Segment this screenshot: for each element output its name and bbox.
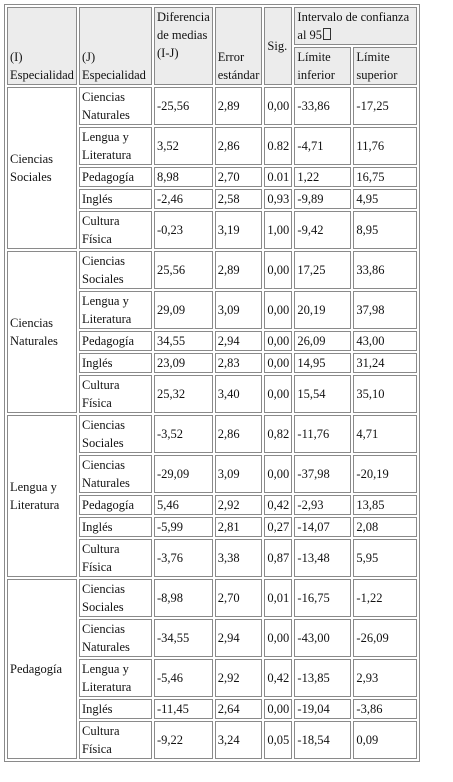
sig-cell: 0,00 [264,291,292,329]
group-label: Pedagogía [7,579,77,759]
lower-bound-cell: -18,54 [294,721,351,759]
group-label: Ciencias Sociales [7,87,77,249]
mean-diff-cell: -3,52 [154,415,213,453]
specialty-j-cell: Lengua y Literatura [79,127,152,165]
lower-bound-cell: 26,09 [294,331,351,351]
upper-bound-cell: -26,09 [353,619,417,657]
upper-bound-cell: 31,24 [353,353,417,373]
header-limite-inferior: Límite inferior [294,47,351,85]
specialty-j-cell: Lengua y Literatura [79,659,152,697]
header-error: Error estándar [215,7,263,85]
std-error-cell: 2,86 [215,127,263,165]
table-row [7,415,417,453]
lower-bound-cell: -4,71 [294,127,351,165]
sig-cell: 0,00 [264,353,292,373]
sig-cell: 0,87 [264,539,292,577]
upper-bound-cell: 33,86 [353,251,417,289]
std-error-cell: 2,89 [215,87,263,125]
std-error-cell: 3,38 [215,539,263,577]
specialty-j-cell: Inglés [79,517,152,537]
comparisons-table [4,4,420,762]
lower-bound-cell: 1,22 [294,167,351,187]
lower-bound-cell: 15,54 [294,375,351,413]
lower-bound-cell: -37,98 [294,455,351,493]
group-label: Ciencias Naturales [7,251,77,413]
mean-diff-cell: 25,56 [154,251,213,289]
mean-diff-cell: -29,09 [154,455,213,493]
sig-cell: 0,00 [264,455,292,493]
upper-bound-cell: 11,76 [353,127,417,165]
std-error-cell: 2,92 [215,659,263,697]
specialty-j-cell: Lengua y Literatura [79,291,152,329]
mean-diff-cell: -34,55 [154,619,213,657]
header-limite-superior: Límite superior [353,47,417,85]
sig-cell: 0,00 [264,251,292,289]
group-label: Lengua y Literatura [7,415,77,577]
mean-diff-cell: -11,45 [154,699,213,719]
specialty-j-cell: Ciencias Naturales [79,619,152,657]
sig-cell: 0,82 [264,415,292,453]
table-row [7,251,417,289]
specialty-j-cell: Inglés [79,353,152,373]
upper-bound-cell: 35,10 [353,375,417,413]
mean-diff-cell: 8,98 [154,167,213,187]
upper-bound-cell: 37,98 [353,291,417,329]
specialty-j-cell: Cultura Física [79,375,152,413]
std-error-cell: 2,94 [215,331,263,351]
sig-cell: 0.01 [264,167,292,187]
std-error-cell: 2,81 [215,517,263,537]
specialty-j-cell: Pedagogía [79,331,152,351]
std-error-cell: 3,09 [215,291,263,329]
mean-diff-cell: 34,55 [154,331,213,351]
lower-bound-cell: -16,75 [294,579,351,617]
mean-diff-cell: -5,46 [154,659,213,697]
sig-cell: 0,42 [264,495,292,515]
missing-glyph-box [323,28,331,40]
mean-diff-cell: 23,09 [154,353,213,373]
std-error-cell: 2,83 [215,353,263,373]
sig-cell: 0,05 [264,721,292,759]
sig-cell: 0,00 [264,619,292,657]
specialty-j-cell: Cultura Física [79,539,152,577]
std-error-cell: 3,40 [215,375,263,413]
lower-bound-cell: -13,85 [294,659,351,697]
std-error-cell: 2,58 [215,189,263,209]
mean-diff-cell: -5,99 [154,517,213,537]
sig-cell: 0,27 [264,517,292,537]
upper-bound-cell: 13,85 [353,495,417,515]
lower-bound-cell: -19,04 [294,699,351,719]
upper-bound-cell: 16,75 [353,167,417,187]
upper-bound-cell: 2,93 [353,659,417,697]
lower-bound-cell: -13,48 [294,539,351,577]
lower-bound-cell: 14,95 [294,353,351,373]
std-error-cell: 3,19 [215,211,263,249]
table-row [7,87,417,125]
upper-bound-cell: 4,95 [353,189,417,209]
upper-bound-cell: -20,19 [353,455,417,493]
sig-cell: 0,00 [264,87,292,125]
mean-diff-cell: -2,46 [154,189,213,209]
lower-bound-cell: 20,19 [294,291,351,329]
header-row-1 [7,7,417,45]
specialty-j-cell: Inglés [79,189,152,209]
header-i-especialidad: (I) Especialidad [7,7,77,85]
sig-cell: 0,00 [264,699,292,719]
specialty-j-cell: Ciencias Naturales [79,87,152,125]
specialty-j-cell: Ciencias Sociales [79,251,152,289]
upper-bound-cell: 2,08 [353,517,417,537]
sig-cell: 1,00 [264,211,292,249]
mean-diff-cell: -0,23 [154,211,213,249]
lower-bound-cell: -14,07 [294,517,351,537]
upper-bound-cell: 43,00 [353,331,417,351]
header-intervalo [294,7,417,45]
specialty-j-cell: Inglés [79,699,152,719]
std-error-cell: 2,92 [215,495,263,515]
upper-bound-cell: -3,86 [353,699,417,719]
mean-diff-cell: -3,76 [154,539,213,577]
std-error-cell: 2,70 [215,579,263,617]
header-j-especialidad: (J) Especialidad [79,7,152,85]
std-error-cell: 2,94 [215,619,263,657]
header-intervalo-text: Intervalo de confianza al 95 [297,10,410,42]
specialty-j-cell: Ciencias Naturales [79,455,152,493]
mean-diff-cell: -25,56 [154,87,213,125]
header-diferencia: Diferencia de medias (I-J) [154,7,213,85]
std-error-cell: 2,70 [215,167,263,187]
lower-bound-cell: -9,42 [294,211,351,249]
lower-bound-cell: -11,76 [294,415,351,453]
upper-bound-cell: -1,22 [353,579,417,617]
mean-diff-cell: 29,09 [154,291,213,329]
sig-cell: 0,00 [264,375,292,413]
std-error-cell: 2,86 [215,415,263,453]
std-error-cell: 3,09 [215,455,263,493]
sig-cell: 0,93 [264,189,292,209]
upper-bound-cell: 4,71 [353,415,417,453]
header-sig: Sig. [264,7,292,85]
sig-cell: 0,00 [264,331,292,351]
table-row [7,579,417,617]
table-body [7,87,417,759]
specialty-j-cell: Pedagogía [79,167,152,187]
specialty-j-cell: Cultura Física [79,211,152,249]
specialty-j-cell: Pedagogía [79,495,152,515]
upper-bound-cell: 0,09 [353,721,417,759]
sig-cell: 0,01 [264,579,292,617]
mean-diff-cell: 5,46 [154,495,213,515]
lower-bound-cell: 17,25 [294,251,351,289]
lower-bound-cell: -43,00 [294,619,351,657]
lower-bound-cell: -2,93 [294,495,351,515]
std-error-cell: 2,89 [215,251,263,289]
std-error-cell: 2,64 [215,699,263,719]
upper-bound-cell: -17,25 [353,87,417,125]
upper-bound-cell: 5,95 [353,539,417,577]
mean-diff-cell: -8,98 [154,579,213,617]
mean-diff-cell: -9,22 [154,721,213,759]
mean-diff-cell: 25,32 [154,375,213,413]
std-error-cell: 3,24 [215,721,263,759]
specialty-j-cell: Ciencias Sociales [79,579,152,617]
specialty-j-cell: Cultura Física [79,721,152,759]
mean-diff-cell: 3,52 [154,127,213,165]
sig-cell: 0,42 [264,659,292,697]
sig-cell: 0.82 [264,127,292,165]
upper-bound-cell: 8,95 [353,211,417,249]
lower-bound-cell: -33,86 [294,87,351,125]
lower-bound-cell: -9,89 [294,189,351,209]
specialty-j-cell: Ciencias Sociales [79,415,152,453]
